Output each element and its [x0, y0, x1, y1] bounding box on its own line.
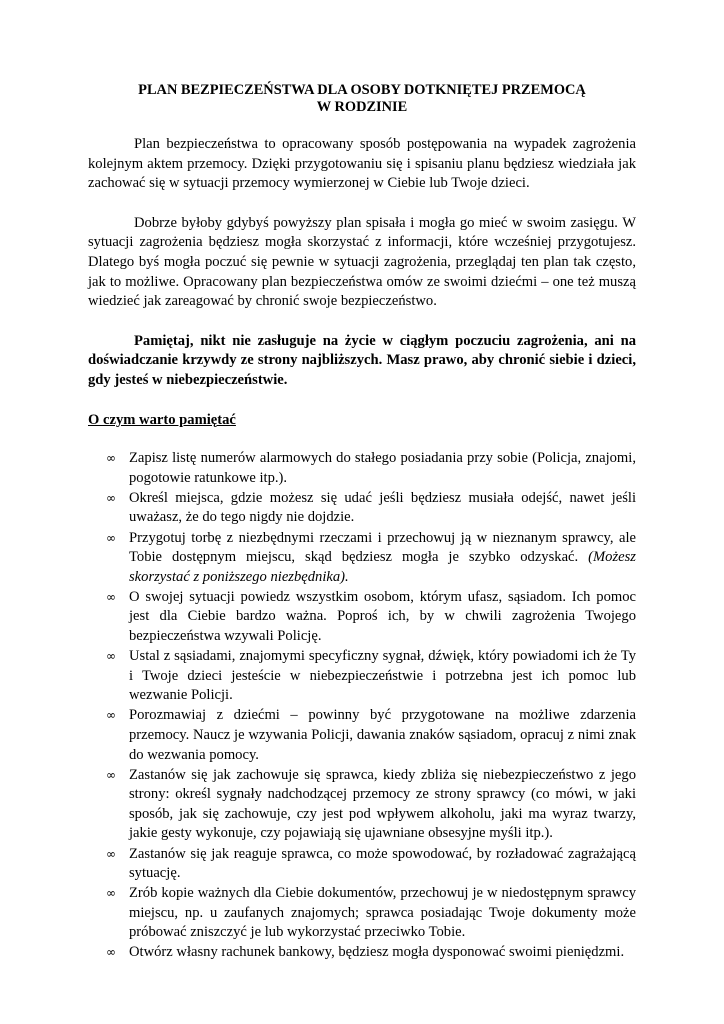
infinity-bullet-icon: ∞	[106, 767, 116, 782]
list-item	[88, 489, 636, 528]
list-item-note: (Możesz skorzystać z poniższego niezbędnika).	[129, 549, 636, 585]
infinity-bullet-icon: ∞	[106, 451, 116, 466]
list-item-text: Zrób kopie ważnych dla Ciebie dokumentów, przechowuj je w niedostępnym sprawcy miejscu, np. u zaufanych znajomych; sprawca posiadając Twoje dokumenty może próbować zniszczyć je lub wykorzystać przeciwko Tobie.	[129, 885, 636, 941]
section-heading: O czym warto pamiętać	[88, 411, 236, 428]
infinity-bullet-icon: ∞	[106, 708, 116, 723]
list-item-text: Zastanów się jak reaguje sprawca, co może spowodować, by rozładować zagrażającą sytuację.	[129, 845, 636, 882]
list-item	[88, 647, 636, 706]
list-item-text: Zapisz listę numerów alarmowych do stałego posiadania przy sobie (Policja, znajomi, pogotowie ratunkowe itp.).	[129, 450, 636, 486]
title-line-1: PLAN BEZPIECZEŃSTWA DLA OSOBY DOTKNIĘTEJ PRZEMOCĄ	[138, 82, 586, 98]
plan-paragraph: Dobrze byłoby gdybyś powyższy plan spisała i mogła go mieć w swoim zasięgu. W sytuacji zagrożenia będziesz mogła skorzystać z informacji, które wcześniej przygotujesz. Dlatego byś mogła poczuć się pewnie w sytuacji zagrożenia, przeglądaj ten plan tak często, jak to możliwe. Opracowany plan bezpieczeństwa omów ze swoimi dziećmi – one też muszą wiedzieć jak zareagować by chronić swoje bezpieczeństwo.	[88, 214, 636, 310]
list-item	[88, 706, 636, 765]
list-item-text: Otwórz własny rachunek bankowy, będziesz mogła dysponować swoimi pieniędzmi.	[129, 944, 625, 961]
list-item	[88, 943, 636, 963]
list-item-text: Przygotuj torbę z niezbędnymi rzeczami i przechowuj ją w nieznanym sprawcy, ale Tobie dostępnym miejscu, skąd będziesz mogła je szybko odzyskać.	[129, 529, 636, 566]
document-title	[88, 82, 636, 116]
tips-list	[88, 449, 636, 963]
list-item	[88, 884, 636, 943]
list-item	[88, 449, 636, 488]
list-item-text: Ustal z sąsiadami, znajomymi specyficzny sygnał, dźwięk, który powiadomi ich że Ty i Twoje dzieci jesteście w niebezpieczeństwie i potrzebna jest ich pomoc lub wezwanie Policji.	[129, 648, 636, 704]
remember-paragraph: Pamiętaj, nikt nie zasługuje na życie w ciągłym poczuciu zagrożenia, ani na doświadczanie krzywdy ze strony najbliższych. Masz prawo, aby chronić siebie i dzieci, gdy jesteś w niebezpieczeństwie.	[88, 332, 636, 388]
list-item-text: Zastanów się jak zachowuje się sprawca, kiedy zbliża się niebezpieczeństwo z jego strony: określ sygnały nadchodzącej przemocy ze strony sprawcy (co mówi, w jaki sposób, jak się zachowuje, czy jest pod wpływem alkoholu, jaki ma wyraz twarzy, jakie gesty wykonuje, czy pojawiają się ujawniane obsesyjne myśli itp.).	[129, 766, 636, 842]
title-line-2: W RODZINIE	[316, 99, 408, 115]
list-item	[88, 766, 636, 844]
intro-paragraph: Plan bezpieczeństwa to opracowany sposób postępowania na wypadek zagrożenia kolejnym aktem przemocy. Dzięki przygotowaniu się i spisaniu planu będziesz wiedziała jak zachować się w sytuacji przemocy wymierzonej w Ciebie lub Twoje dzieci.	[88, 136, 636, 192]
infinity-bullet-icon: ∞	[106, 649, 116, 664]
list-item	[88, 845, 636, 884]
list-item	[88, 588, 636, 647]
infinity-bullet-icon: ∞	[106, 530, 116, 545]
infinity-bullet-icon: ∞	[106, 886, 116, 901]
list-item-text: O swojej sytuacji powiedz wszystkim osobom, którym ufasz, sąsiadom. Ich pomoc jest dla Ciebie bardzo ważna. Poproś ich, by w chwili zagrożenia Twojego bezpieczeństwa wzywali Policję.	[129, 588, 636, 644]
list-item-text: Porozmawiaj z dziećmi – powinny być przygotowane na możliwe zdarzenia przemocy. Naucz je wzywania Policji, dawania znaków sąsiadom, opracuj z nimi znak do wezwania pomocy.	[129, 707, 636, 763]
list-item-text: Określ miejsca, gdzie możesz się udać jeśli będziesz musiała odejść, nawet jeśli uważasz, że do tego nigdy nie dojdzie.	[129, 489, 636, 526]
list-item	[88, 529, 636, 588]
infinity-bullet-icon: ∞	[106, 945, 116, 960]
infinity-bullet-icon: ∞	[106, 589, 116, 604]
infinity-bullet-icon: ∞	[106, 490, 116, 505]
infinity-bullet-icon: ∞	[106, 846, 116, 861]
